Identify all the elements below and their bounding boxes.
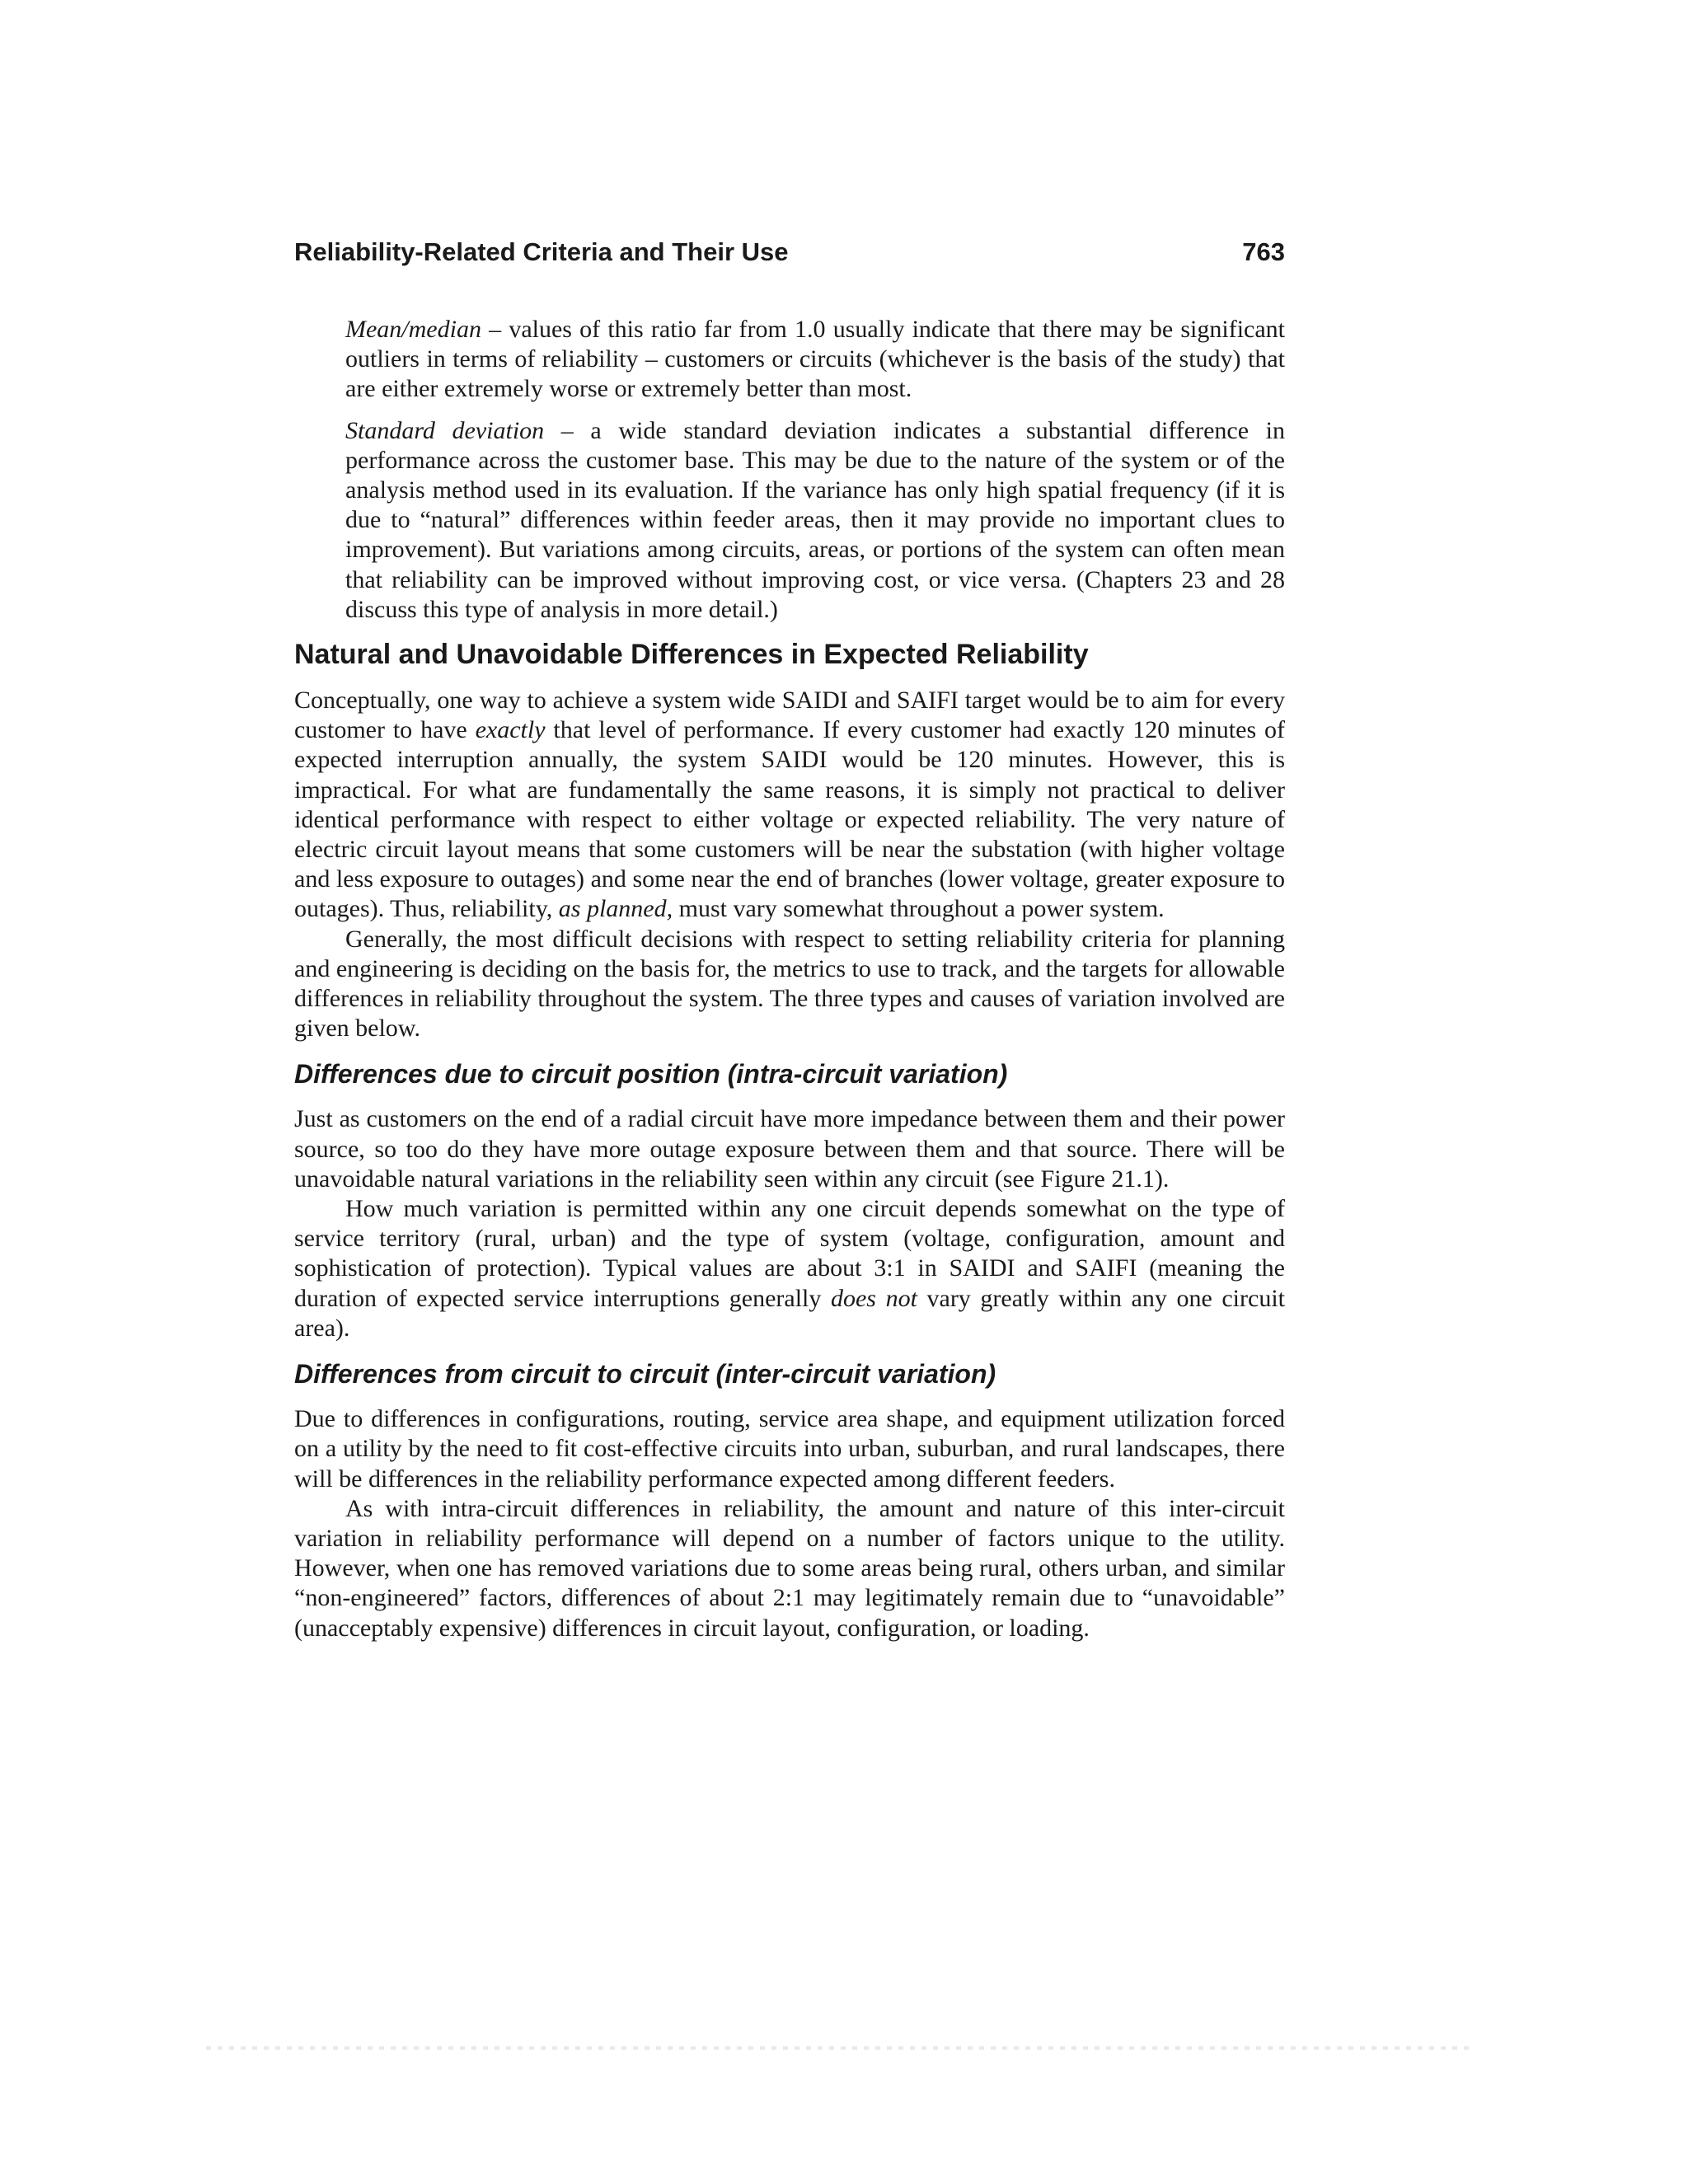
paragraph-text: must vary somewhat throughout a power system.	[673, 895, 1165, 923]
paragraph	[294, 686, 1285, 925]
definition-text: – a wide standard deviation indicates a substantial difference in performance across the customer base. This may be due to the nature of the system or of the analysis method used in its evaluation. If the variance has only high spatial frequency (if it is due to “natural” differences within feeder areas, then it may provide no important clues to improvement). But variations among circuits, areas, or portions of the system can often mean that reliability can be improved without improving cost, or vice versa. (Chapters 23 and 28 discuss this type of analysis in more detail.)	[345, 416, 1285, 623]
definition-term: Standard deviation	[345, 416, 545, 444]
section-heading-natural-differences: Natural and Unavoidable Differences in Expected Reliability	[294, 639, 1089, 671]
subsection-heading-intra-circuit: Differences due to circuit position (intra-circuit variation)	[294, 1059, 1008, 1090]
paragraph-text: How much variation is permitted within any one circuit depends somewhat on the type of service territory (rural, urban) and the type of system (voltage, configuration, amount and sophistication of protection). Typical values are about 3:1 in SAIDI and SAIFI (meaning the duration of expected service interruptions generally	[294, 1195, 1285, 1312]
emphasis-text: as planned,	[558, 895, 673, 923]
definition-mean-median	[345, 315, 1285, 405]
paragraph: Just as customers on the end of a radial circuit have more impedance between them and their power source, so too do they have more outage exposure between them and that source. There will be unavoidable natural variations in the reliability seen within any circuit (see Figure 21.1).	[294, 1105, 1285, 1193]
definition-term: Mean/median	[345, 316, 481, 343]
paragraph: Generally, the most difficult decisions with respect to setting reliability criteria for planning and engineering is deciding on the basis for, the metrics to use to track, and the targets for allowable differences in reliability throughout the system. The three types and causes of variation involved are given below.	[294, 925, 1285, 1043]
paragraph-text: vary greatly within any one circuit area).	[294, 1284, 1285, 1342]
paragraph-text: Conceptually, one way to achieve a system wide SAIDI and SAIFI target would be to aim for every customer to have	[294, 687, 1285, 744]
paragraph: As with intra-circuit differences in reliability, the amount and nature of this inter-circuit variation in reliability performance will depend on a number of factors unique to the utility. However, when one has removed variations due to some areas being rural, others urban, and similar “non-engineered” factors, differences of about 2:1 may legitimately remain due to “unavoidable” (unacceptably expensive) differences in circuit layout, configuration, or loading.	[294, 1494, 1285, 1642]
running-header	[294, 232, 1285, 272]
definition-text: – values of this ratio far from 1.0 usually indicate that there may be significant outliers in terms of reliability – customers or circuits (whichever is the basis of the study) that are either extremely worse or extremely better than most.	[345, 316, 1285, 403]
scan-artifact-line	[206, 2046, 1475, 2050]
header-title: Reliability-Related Criteria and Their Use	[294, 237, 789, 266]
emphasis-text: does not	[830, 1284, 917, 1312]
body-text	[294, 315, 1285, 1643]
page-number: 763	[1242, 237, 1285, 266]
subsection-heading-inter-circuit: Differences from circuit to circuit (inter-circuit variation)	[294, 1359, 996, 1390]
emphasis-text: exactly	[475, 716, 546, 744]
paragraph	[294, 1194, 1285, 1343]
paragraph-text: that level of performance. If every customer had exactly 120 minutes of expected interruption annually, the system SAIDI would be 120 minutes. However, this is impractical. For what are fundamentally the same reasons, it is simply not practical to deliver identical performance with respect to either voltage or expected reliability. The very nature of electric circuit layout means that some customers will be near the substation (with higher voltage and less exposure to outages) and some near the end of branches (lower voltage, greater exposure to outages). Thus, reliability,	[294, 716, 1285, 923]
definition-standard-deviation	[345, 416, 1285, 625]
paragraph: Due to differences in configurations, routing, service area shape, and equipment utilization forced on a utility by the need to fit cost-effective circuits into urban, suburban, and rural landscapes, there will be differences in the reliability performance expected among different feeders.	[294, 1405, 1285, 1493]
